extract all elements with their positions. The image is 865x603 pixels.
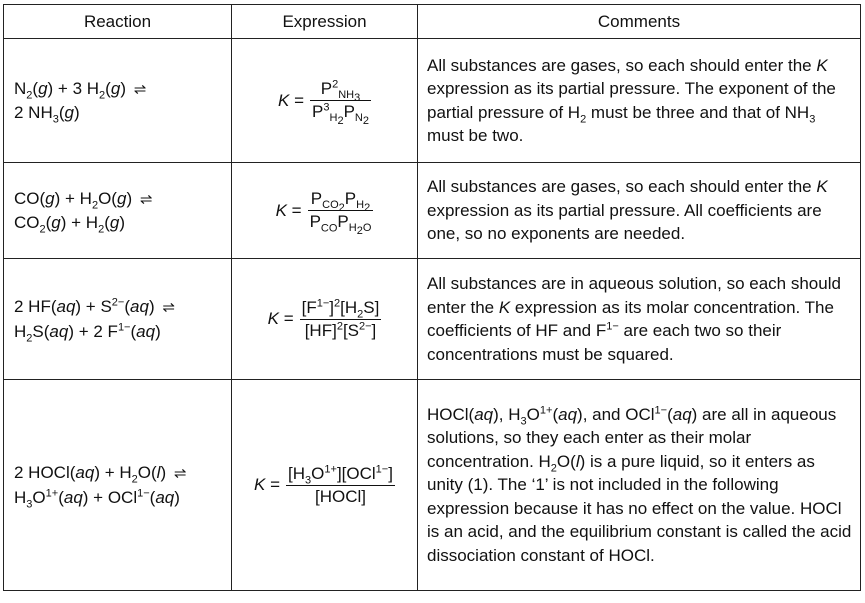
- expression-cell: [232, 259, 418, 380]
- expression-cell: [232, 380, 418, 591]
- reaction-line: $H_2S(aq) + 2$ $F^{1-}(aq)$: [14, 320, 161, 344]
- comment-cell: All substances are gases, so each should enter the K expression as its partial pressure. All coefficients are one, so no exponents are needed.: [418, 163, 861, 259]
- reaction-line: 2 $HF(aq) + S^{2-}(aq)$ ⇌: [14, 295, 227, 320]
- reaction-line: $CO_2(g) + H_2(g)$: [14, 213, 126, 236]
- k-expression: K = $\frac{[F^{1-}]^2[H_2S]}{[HF]^2[S^{2-}]}$: [267, 296, 380, 340]
- k-expression: K = $\frac{[H_3O^{1+}][OCl^{1-}]}{\text{[HOCl]}}$: [254, 462, 393, 506]
- reaction-cell: [4, 163, 232, 259]
- equilibrium-arrow-icon: ⇌: [133, 80, 147, 98]
- header-expression: Expression: [232, 5, 418, 39]
- reaction-line: $N_2(g) + 3$ $H_2(g)$ ⇌: [14, 78, 147, 101]
- comment-cell: All substances are gases, so each should enter the K expression as its partial pressure. The exponent of the partial pressure of $H_2$ must be three and that of $NH_3$ must be two.: [418, 39, 861, 163]
- k-expression: K = $\frac{P_{CO_2}P_{H_2}}{P_{CO}P_{H_2O}}$: [275, 189, 372, 238]
- equilibrium-arrow-icon: ⇌: [139, 190, 153, 208]
- header-comments: Comments: [418, 5, 861, 39]
- table-row: [4, 380, 861, 591]
- comment-cell: All substances are in aqueous solution, so each should enter the K expression as its molar concentration. The coefficients of HF and $F^{1-}$ are each two so their concentrations must be squared.: [418, 259, 861, 380]
- expression-cell: [232, 163, 418, 259]
- comment-cell: HOCl(aq), $H_3O^{1+}(aq)$, and OCl$^{1-}$(aq) are all in aqueous solutions, so they each enter as their molar concentration. $H_2O(l)$ is a pure liquid, so it enters as unity (1). The ‘1’ is not included in the following expression because it has no effect on the value. HOCl is an acid, and the equilibrium constant is called the acid dissociation constant of HOCl.: [418, 380, 861, 591]
- reaction-cell: [4, 39, 232, 163]
- equilibrium-arrow-icon: ⇌: [162, 299, 175, 316]
- header-row: [4, 5, 861, 39]
- reaction-line: 2 HOCl(aq) + $H_2O(l)$ ⇌: [14, 463, 187, 486]
- reaction-cell: [4, 259, 232, 380]
- equilibrium-arrow-icon: ⇌: [173, 465, 187, 482]
- reaction-cell: [4, 380, 232, 591]
- table-row: [4, 163, 861, 259]
- header-reaction: Reaction: [4, 5, 232, 39]
- expression-cell: [232, 39, 418, 163]
- table-row: [4, 259, 861, 380]
- k-expression: K = $\frac{P^2_{NH_3}}{P^3_{H_2}P_{N_2}}$: [278, 78, 369, 128]
- equilibrium-table: [3, 4, 861, 591]
- table-row: [4, 39, 861, 163]
- reaction-line: $CO(g) + H_2O(g)$ ⇌: [14, 188, 153, 211]
- reaction-line: 2 $NH_3(g)$: [14, 103, 80, 126]
- reaction-line: $H_3O^{1+}(aq) + OCl^{1-}(aq)$: [14, 486, 180, 510]
